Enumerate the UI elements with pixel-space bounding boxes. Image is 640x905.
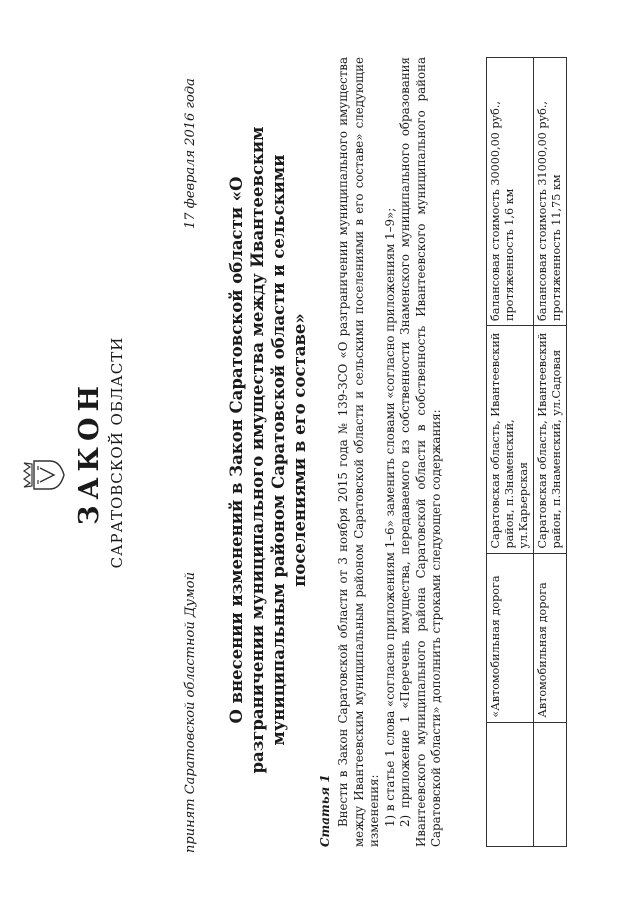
law-heading: О внесении изменений в Закон Саратовской области «О разграничении муниципального имущества между Ивантеевским муниципальным районом Саратовской области и сельскими поселениями в его составе» bbox=[227, 126, 309, 774]
adopted-by: принят Саратовской областной Думой bbox=[183, 572, 198, 853]
table-row bbox=[534, 58, 567, 847]
table-cell: балансовая стоимость 30000,00 руб., протяженность 1,6 км bbox=[487, 58, 534, 326]
adoption-date: 17 февраля 2016 года bbox=[183, 78, 198, 229]
saratov-coat-of-arms-icon bbox=[18, 453, 66, 497]
law-title: ЗАКОН bbox=[74, 379, 105, 526]
table-cell bbox=[534, 722, 567, 846]
property-table bbox=[486, 57, 567, 847]
paragraph: Внести в Закон Саратовской области от 3 ноября 2015 года № 139-ЗСО «О разграничении муниципального имущества между Ивантеевским муниципальным районом Саратовской области и сельскими поселениями в его составе» следующие изменения: bbox=[336, 57, 381, 847]
region-name: САРАТОВСКОЙ ОБЛАСТИ bbox=[108, 336, 126, 569]
table-cell: Саратовская область, Ивантеевский район, п.Знаменский, ул.Карьерская bbox=[487, 325, 534, 553]
table-cell: Автомобильная дорога bbox=[534, 553, 567, 722]
paragraph: 1) в статье 1 слова «согласно приложениям 1–6» заменить словами «согласно приложениям 1–9»; bbox=[382, 207, 397, 827]
table-cell: Саратовская область, Ивантеевский район, п.Знаменский, ул.Садовая bbox=[534, 325, 567, 553]
article-body bbox=[336, 57, 445, 847]
article-title: Статья 1 bbox=[318, 774, 332, 847]
table-cell bbox=[487, 722, 534, 846]
table-cell: «Автомобильная дорога bbox=[487, 553, 534, 722]
table-row bbox=[487, 58, 534, 847]
table-cell: балансовая стоимость 31000,00 руб., протяженность 11,75 км bbox=[534, 58, 567, 326]
paragraph: 2) приложение 1 «Перечень имущества, передаваемого из собственности Знаменского муниципального образования Ивантеевского муниципального района Саратовской области в собственность Ивантеевского муниципального района Саратовской области» дополнить строками следующего содержания: bbox=[398, 57, 443, 847]
